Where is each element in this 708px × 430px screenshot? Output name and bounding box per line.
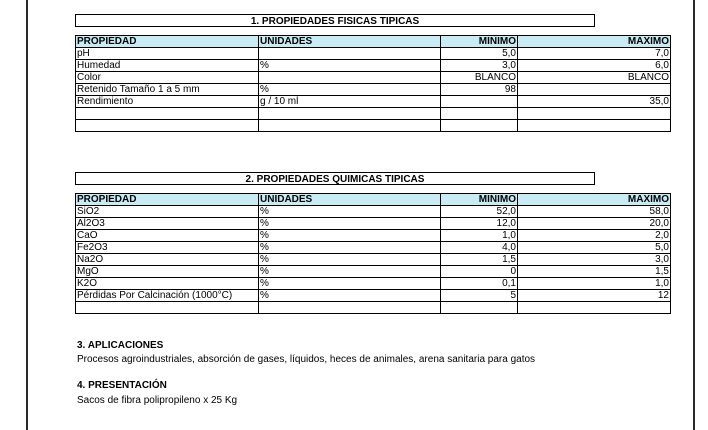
cell-unidades: g / 10 ml <box>259 96 441 108</box>
cell-maximo <box>518 84 671 96</box>
table-row <box>76 302 671 314</box>
cell-unidades: % <box>259 60 441 72</box>
cell-minimo <box>441 302 518 314</box>
header-unidades: UNIDADES <box>259 194 441 206</box>
table-row <box>76 230 671 242</box>
applications-heading: 3. APLICACIONES <box>77 340 164 351</box>
cell-propiedad: Retenido Tamaño 1 a 5 mm <box>76 84 259 96</box>
cell-minimo: 5,0 <box>441 48 518 60</box>
physical-properties-title: 1. PROPIEDADES FISICAS TIPICAS <box>75 14 595 27</box>
cell-propiedad: Fe2O3 <box>76 242 259 254</box>
cell-minimo <box>441 108 518 120</box>
cell-unidades: % <box>259 84 441 96</box>
cell-propiedad: MgO <box>76 266 259 278</box>
cell-propiedad: pH <box>76 48 259 60</box>
cell-minimo: 52,0 <box>441 206 518 218</box>
cell-maximo: 12 <box>518 290 671 302</box>
table-row <box>76 206 671 218</box>
cell-propiedad <box>76 120 259 132</box>
cell-propiedad: Rendimiento <box>76 96 259 108</box>
cell-minimo: 98 <box>441 84 518 96</box>
header-maximo: MAXIMO <box>518 36 671 48</box>
cell-propiedad: CaO <box>76 230 259 242</box>
cell-unidades <box>259 108 441 120</box>
cell-maximo: 58,0 <box>518 206 671 218</box>
cell-propiedad: K2O <box>76 278 259 290</box>
cell-unidades <box>259 120 441 132</box>
header-maximo: MAXIMO <box>518 194 671 206</box>
cell-maximo: 6,0 <box>518 60 671 72</box>
cell-unidades: % <box>259 290 441 302</box>
cell-maximo: 20,0 <box>518 218 671 230</box>
cell-minimo: 1,5 <box>441 254 518 266</box>
cell-unidades: % <box>259 254 441 266</box>
cell-minimo: 0 <box>441 266 518 278</box>
cell-maximo <box>518 302 671 314</box>
table-header-row <box>76 36 671 48</box>
presentation-text: Sacos de fibra polipropileno x 25 Kg <box>77 395 238 406</box>
cell-unidades <box>259 302 441 314</box>
physical-properties-table <box>75 35 671 132</box>
cell-minimo: 1,0 <box>441 230 518 242</box>
cell-unidades <box>259 72 441 84</box>
table-row <box>76 278 671 290</box>
cell-maximo: 1,5 <box>518 266 671 278</box>
header-minimo: MINIMO <box>441 36 518 48</box>
applications-text: Procesos agroindustriales, absorción de gases, líquidos, heces de animales, arena sanitaria para gatos <box>77 354 536 365</box>
cell-minimo <box>441 120 518 132</box>
cell-minimo: BLANCO <box>441 72 518 84</box>
cell-propiedad: Pérdidas Por Calcinación (1000°C) <box>76 290 259 302</box>
header-minimo: MINIMO <box>441 194 518 206</box>
cell-unidades <box>259 48 441 60</box>
cell-maximo: BLANCO <box>518 72 671 84</box>
table-row <box>76 96 671 108</box>
header-propiedad: PROPIEDAD <box>76 36 259 48</box>
table-row <box>76 48 671 60</box>
cell-unidades: % <box>259 206 441 218</box>
header-unidades: UNIDADES <box>259 36 441 48</box>
table-row <box>76 72 671 84</box>
table-header-row <box>76 194 671 206</box>
table-row <box>76 120 671 132</box>
table-row <box>76 290 671 302</box>
cell-propiedad: Humedad <box>76 60 259 72</box>
table-row <box>76 108 671 120</box>
cell-propiedad: Al2O3 <box>76 218 259 230</box>
cell-minimo: 5 <box>441 290 518 302</box>
cell-unidades: % <box>259 230 441 242</box>
chemical-properties-table <box>75 193 671 314</box>
cell-unidades: % <box>259 266 441 278</box>
cell-minimo: 12,0 <box>441 218 518 230</box>
table-row <box>76 60 671 72</box>
cell-minimo: 0,1 <box>441 278 518 290</box>
cell-propiedad <box>76 302 259 314</box>
table-row <box>76 218 671 230</box>
cell-propiedad: SiO2 <box>76 206 259 218</box>
cell-maximo: 2,0 <box>518 230 671 242</box>
cell-maximo: 5,0 <box>518 242 671 254</box>
cell-maximo <box>518 120 671 132</box>
page-left-border <box>26 0 28 430</box>
table-row <box>76 84 671 96</box>
cell-maximo: 3,0 <box>518 254 671 266</box>
cell-minimo <box>441 96 518 108</box>
cell-unidades: % <box>259 242 441 254</box>
presentation-heading: 4. PRESENTACIÓN <box>77 380 167 391</box>
header-propiedad: PROPIEDAD <box>76 194 259 206</box>
table-row <box>76 266 671 278</box>
table-row <box>76 242 671 254</box>
table-row <box>76 254 671 266</box>
cell-propiedad <box>76 108 259 120</box>
cell-unidades: % <box>259 278 441 290</box>
cell-maximo: 1,0 <box>518 278 671 290</box>
cell-maximo <box>518 108 671 120</box>
page-right-border <box>693 0 695 430</box>
cell-unidades: % <box>259 218 441 230</box>
cell-propiedad: Na2O <box>76 254 259 266</box>
cell-minimo: 4,0 <box>441 242 518 254</box>
cell-propiedad: Color <box>76 72 259 84</box>
cell-minimo: 3,0 <box>441 60 518 72</box>
chemical-properties-title: 2. PROPIEDADES QUIMICAS TIPICAS <box>75 172 595 185</box>
cell-maximo: 7,0 <box>518 48 671 60</box>
cell-maximo: 35,0 <box>518 96 671 108</box>
